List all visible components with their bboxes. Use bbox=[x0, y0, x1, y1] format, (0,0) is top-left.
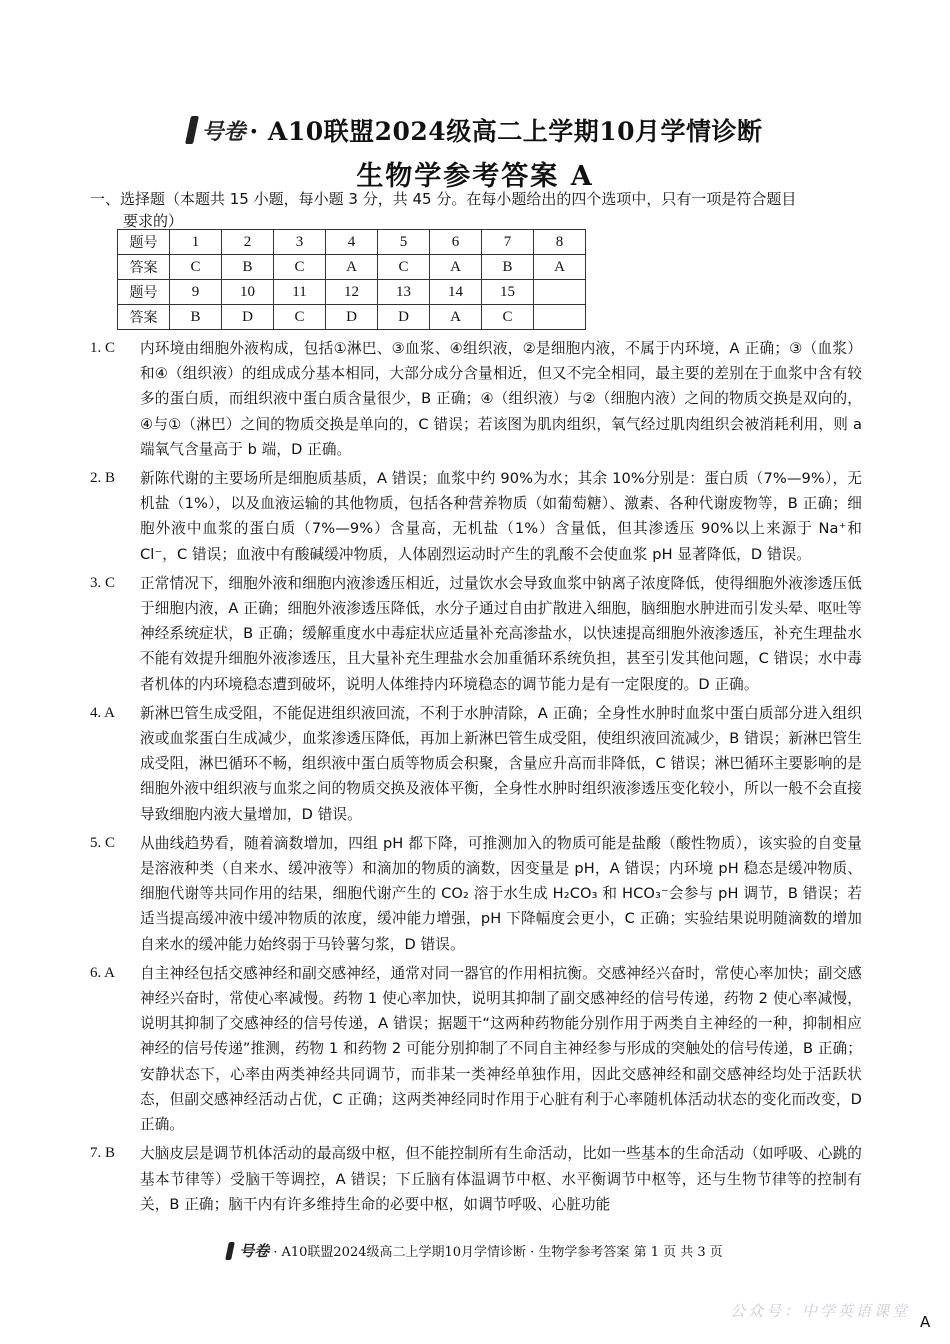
table-cell: 1 bbox=[170, 230, 222, 255]
item-number: 3. C bbox=[90, 574, 116, 591]
table-cell: 14 bbox=[430, 280, 482, 305]
table-cell: A bbox=[430, 305, 482, 330]
table-cell: 12 bbox=[326, 280, 378, 305]
answer-explanations bbox=[90, 336, 862, 1221]
table-cell: A bbox=[326, 255, 378, 280]
item-text: 新陈代谢的主要场所是细胞质基质，A 错误；血浆中约 90%为水；其余 10%分别是：蛋白质（7%—9%），无机盐（1%），以及血液运输的其他物质，包括各种营养物质（如葡萄糖）、激素、各种代谢废物等，B 正确；细胞外液中血浆的蛋白质（7%—9%）含量高，无机盐（1%）含量低，但其渗透压 90%以上来源于 Na⁺和 Cl⁻，C 错误；血液中有酸碱缓冲物质，人体剧烈运动时产生的乳酸不会使血浆 pH 显著降低，D 错误。 bbox=[140, 470, 862, 563]
item-text: 从曲线趋势看，随着滴数增加，四组 pH 都下降，可推测加入的物质可能是盐酸（酸性物质），该实验的自变量是溶液种类（自来水、缓冲液等）和滴加的物质的滴数，因变量是 pH，A 错误；内环境 pH 稳态是缓冲物质、细胞代谢等共同作用的结果，细胞代谢产生的 CO₂ 溶于水生成 H₂CO₃ 和 HCO₃⁻会参与 pH 调节，B 错误；若适当提高缓冲液中缓冲物质的浓度，缓冲能力增强，pH 下降幅度会更小，C 正确；实验结果说明随滴数的增加自来水的缓冲能力始终弱于马铃薯匀浆，D 错误。 bbox=[140, 834, 862, 953]
table-cell: D bbox=[222, 305, 274, 330]
brand-logo-text: 号卷 bbox=[201, 118, 246, 145]
table-cell: 6 bbox=[430, 230, 482, 255]
item-text: 新淋巴管生成受阻，不能促进组织液回流，不利于水肿清除，A 正确；全身性水肿时血浆中蛋白质部分进入组织液或血浆蛋白生成减少，血浆渗透压降低，再加上新淋巴管生成受阻，使组织液回流减少，B 错误；新淋巴管生成受阻，淋巴循环不畅，组织液中蛋白质等物质会积聚，含量应升高而非降低，C 错误；淋巴循环主要影响的是细胞外液中组织液与血浆之间的物质交换及液体平衡，全身性水肿时组织液渗透压变化较小，所以一般不会直接导致细胞内液大量增加，D 错误。 bbox=[140, 704, 862, 823]
item-text: 内环境由细胞外液构成，包括①淋巴、③血浆、④组织液，②是细胞内液，不属于内环境，A 正确；③（血浆）和④（组织液）的组成成分基本相同，大部分成分含量相近，但又不完全相同，最主要的差别在于血浆中含有较多的蛋白质，而组织液中蛋白质含量很少，B 正确；④（组织液）与②（细胞内液）之间的物质交换是双向的，④与①（淋巴）之间的物质交换是单向的，C 错误；若该图为肌肉组织，氧气经过肌肉组织会被消耗利用，则 a 端氧气含量高于 b 端，D 正确。 bbox=[140, 340, 862, 458]
footer-logo bbox=[227, 1240, 269, 1261]
item-number: 6. A bbox=[90, 964, 116, 981]
document-title: · A10联盟2024级高二上学期10月学情诊断 bbox=[249, 117, 763, 146]
item-text: 大脑皮层是调节机体活动的最高级中枢，但不能控制所有生命活动，比如一些基本的生命活动（如呼吸、心跳的基本节律等）受脑干等调控，A 错误；下丘脑有体温调节中枢、水平衡调节中枢等，还与生物节律等的控制有关，B 正确；脑干内有许多维持生命的必要中枢，如调节呼吸、心脏功能 bbox=[140, 1145, 862, 1213]
item-text: 正常情况下，细胞外液和细胞内液渗透压相近，过量饮水会导致血浆中钠离子浓度降低，使得细胞外液渗透压低于细胞内液，A 正确；细胞外液渗透压降低，水分子通过自由扩散进入细胞，脑细胞水肿进而引发头晕、呕吐等神经系统症状，B 正确；缓解重度水中毒症状应适量补充高渗盐水，以快速提高细胞外液渗透压，补充生理盐水不能有效提升细胞外液渗透压，且大量补充生理盐水会加重循环系统负担，甚至引发其他问题，C 错误；水中毒者机体的内环境稳态遭到破坏，说明人体维持内环境稳态的调节能力是有一定限度的。D 正确。 bbox=[140, 574, 862, 693]
watermark: 公众号：中学英语课堂 bbox=[730, 1302, 911, 1320]
list-item bbox=[90, 831, 862, 957]
table-cell bbox=[534, 305, 586, 330]
table-cell: C bbox=[482, 305, 534, 330]
footer-logo-text: 号卷 bbox=[239, 1242, 270, 1260]
brush-stroke-icon bbox=[185, 116, 199, 144]
list-item bbox=[90, 701, 862, 827]
footer-text: · A10联盟2024级高二上学期10月学情诊断 · 生物学参考答案 第 1 页 共 3 页 bbox=[273, 1245, 723, 1260]
table-cell: 10 bbox=[222, 280, 274, 305]
list-item bbox=[90, 961, 862, 1137]
table-cell: C bbox=[274, 255, 326, 280]
table-cell: 4 bbox=[326, 230, 378, 255]
document-header bbox=[0, 112, 950, 193]
table-cell: C bbox=[378, 255, 430, 280]
table-row bbox=[118, 280, 586, 305]
list-item bbox=[90, 466, 862, 567]
table-cell bbox=[534, 280, 586, 305]
row-label: 答案 bbox=[118, 255, 170, 280]
item-number: 2. B bbox=[90, 470, 116, 487]
section-heading-line1: 一、选择题（本题共 15 小题，每小题 3 分，共 45 分。在每小题给出的四个选项中，只有一项是符合题目 bbox=[90, 190, 797, 208]
document-subtitle: 生物学参考答案 A bbox=[356, 161, 594, 192]
item-number: 5. C bbox=[90, 834, 116, 851]
table-cell: 15 bbox=[482, 280, 534, 305]
item-number: 4. A bbox=[90, 704, 116, 721]
table-row bbox=[118, 255, 586, 280]
table-cell: 13 bbox=[378, 280, 430, 305]
corner-mark: A bbox=[920, 1313, 931, 1331]
table-cell: 8 bbox=[534, 230, 586, 255]
table-cell: 9 bbox=[170, 280, 222, 305]
brush-stroke-icon bbox=[225, 1242, 235, 1260]
table-row bbox=[118, 305, 586, 330]
table-cell: B bbox=[170, 305, 222, 330]
section-heading-line2: 要求的） bbox=[123, 212, 184, 230]
table-cell: 7 bbox=[482, 230, 534, 255]
table-cell: A bbox=[534, 255, 586, 280]
table-cell: A bbox=[430, 255, 482, 280]
table-cell: D bbox=[378, 305, 430, 330]
row-label: 题号 bbox=[118, 230, 170, 255]
brand-logo bbox=[188, 115, 246, 146]
answer-table bbox=[117, 229, 586, 330]
list-item bbox=[90, 1141, 862, 1217]
item-number: 1. C bbox=[90, 340, 116, 356]
table-cell: D bbox=[326, 305, 378, 330]
item-text: 自主神经包括交感神经和副交感神经，通常对同一器官的作用相抗衡。交感神经兴奋时，常使心率加快；副交感神经兴奋时，常使心率减慢。药物 1 使心率加快，说明其抑制了副交感神经的信号传递，药物 2 使心率减慢，说明其抑制了交感神经的信号传递，A 错误；据题干“这两种药物能分别作用于两类自主神经的一种，抑制相应神经的信号传递”推测，药物 1 和药物 2 可能分别抑制了不同自主神经参与形成的突触处的信号传递，B 正确；安静状态下，心率由两类神经共同调节，而非某一类神经单独作用，因此交感神经和副交感神经均处于活跃状态，但副交感神经活动占优，C 正确；这两类神经同时作用于心脏有利于心率随机体活动状态的变化而改变，D 正确。 bbox=[140, 964, 862, 1134]
table-cell: 3 bbox=[274, 230, 326, 255]
row-label: 题号 bbox=[118, 280, 170, 305]
item-number: 7. B bbox=[90, 1145, 116, 1162]
page-footer bbox=[0, 1240, 950, 1261]
list-item bbox=[90, 571, 862, 697]
table-cell: 11 bbox=[274, 280, 326, 305]
table-cell: 5 bbox=[378, 230, 430, 255]
table-cell: 2 bbox=[222, 230, 274, 255]
table-cell: B bbox=[482, 255, 534, 280]
section-heading bbox=[90, 188, 870, 232]
table-cell: C bbox=[274, 305, 326, 330]
row-label: 答案 bbox=[118, 305, 170, 330]
table-cell: B bbox=[222, 255, 274, 280]
list-item bbox=[90, 336, 862, 462]
table-row bbox=[118, 230, 586, 255]
table-cell: C bbox=[170, 255, 222, 280]
